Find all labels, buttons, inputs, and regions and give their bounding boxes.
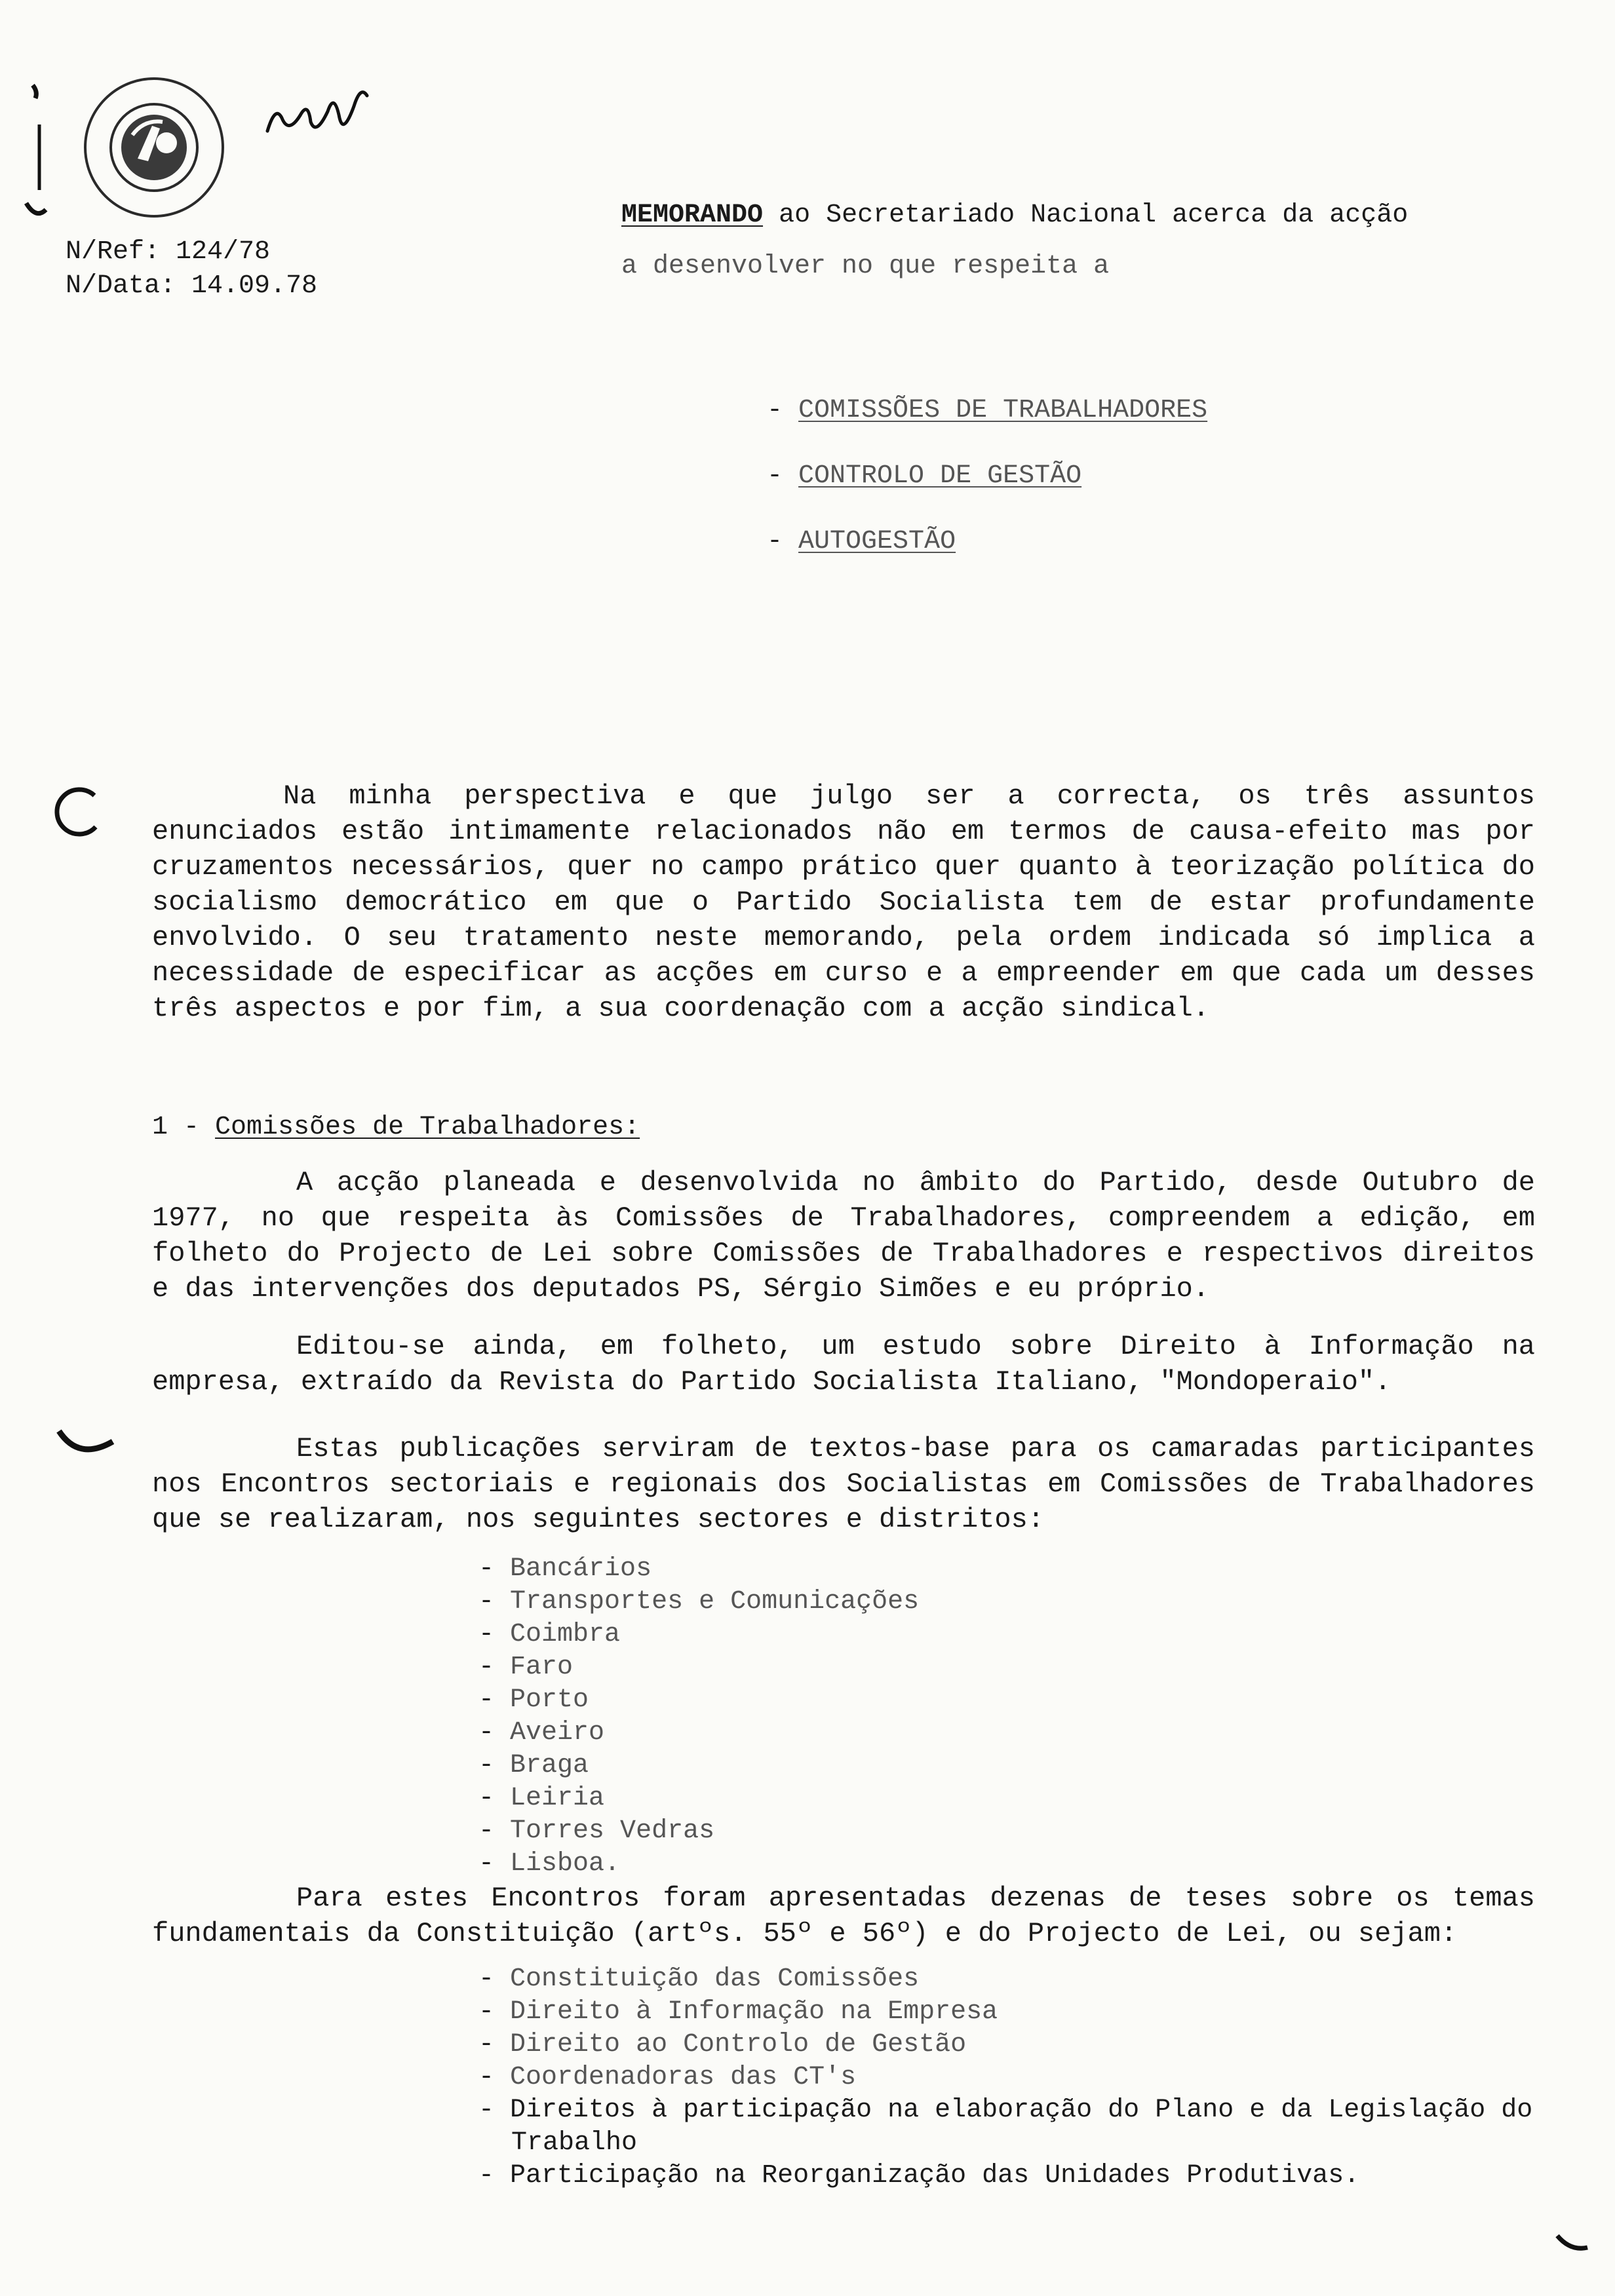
list-bullet: - <box>478 2095 495 2125</box>
list-item-text: Leiria <box>510 1784 605 1813</box>
corner-mark <box>1553 2228 1593 2261</box>
list-item <box>478 2029 1553 2061</box>
intro-paragraph: Na minha perspectiva e que julgo ser a correcta, os três assuntos enunciados estão intimamente relacionados não em termos de causa-efeito mas por cruzamentos necessários, quer no campo prático quer quanto à teorização política do socialismo democrático em que o Partido Socialista tem de estar profundamente envolvido. O seu tratamento neste memorando, pela ordem indicada só implica a necessidade de especificar as acções em curso e a empreender em que cada um desses três aspectos e por fim, a sua coordenação com a acção sindical. <box>152 780 1535 1024</box>
list-item-text: Coimbra <box>510 1620 621 1649</box>
list-item <box>478 1782 919 1815</box>
topic-label: COMISSÕES DE TRABALHADORES <box>798 396 1208 425</box>
list-bullet: - <box>478 1554 495 1584</box>
list-item-text: Porto <box>510 1685 589 1715</box>
list-bullet: - <box>478 1653 495 1682</box>
section-heading <box>152 1111 640 1144</box>
section1-paragraph-1: A acção planeada e desenvolvida no âmbito do Partido, desde Outubro de 1977, no que respeita às Comissões de Trabalhadores, compreendem a edição, em folheto do Projecto de Lei sobre Comissões de Trabalhadores e respectivos direitos e das intervenções dos deputados PS, Sérgio Simões e eu próprio. <box>152 1167 1535 1305</box>
topic-bullet: - <box>767 527 783 556</box>
memo-title-word: MEMORANDO <box>621 201 764 230</box>
topic-label: AUTOGESTÃO <box>798 527 956 556</box>
memo-title-line1 <box>621 199 1408 232</box>
reference-number: N/Ref: 124/78 <box>66 237 271 267</box>
section1-paragraph-2: Editou-se ainda, em folheto, um estudo sobre Direito à Informação na empresa, extraído da Revista do Partido Socialista Italiano, "Mondoperaio". <box>152 1331 1535 1398</box>
list-item <box>478 1848 919 1881</box>
list-item <box>478 2061 1553 2094</box>
list-item-text: Torres Vedras <box>510 1816 715 1846</box>
punch-hole-mark <box>49 784 107 843</box>
list-item <box>478 1815 919 1848</box>
list-item-text: Constituição das Comissões <box>510 1964 920 1994</box>
list-bullet: - <box>478 1997 495 2027</box>
list-bullet: - <box>478 1751 495 1780</box>
punch-hole-mark <box>52 1422 118 1468</box>
section1-paragraph-4: Para estes Encontros foram apresentadas dezenas de teses sobre os temas fundamentais da Constituição (artºs. 55º e 56º) e do Projecto de Lei, ou sejam: <box>152 1883 1535 1949</box>
list-bullet: - <box>478 1964 495 1994</box>
list-bullet: - <box>478 1587 495 1617</box>
list-item <box>478 1651 919 1684</box>
list-item-text: Faro <box>510 1653 574 1682</box>
list-item-text: Participação na Reorganização das Unidades Produtivas. <box>510 2161 1360 2191</box>
section-title: Comissões de Trabalhadores: <box>215 1113 640 1142</box>
list-bullet: - <box>478 1849 495 1879</box>
section-number: 1 - <box>152 1113 200 1142</box>
list-item-text: Direito ao Controlo de Gestão <box>510 2030 967 2059</box>
list-item <box>478 2094 1553 2160</box>
list-bullet: - <box>478 1816 495 1846</box>
list-item <box>478 1717 919 1750</box>
party-seal <box>84 77 224 218</box>
list-item <box>478 1618 919 1651</box>
signature <box>262 72 374 144</box>
list-item-text: Aveiro <box>510 1718 605 1748</box>
topic-label: CONTROLO DE GESTÃO <box>798 461 1082 491</box>
list-item-text: Lisboa. <box>510 1849 621 1879</box>
list-bullet: - <box>478 1685 495 1715</box>
list-item-text: Braga <box>510 1751 589 1780</box>
topic-item <box>767 394 1207 427</box>
topic-bullet: - <box>767 396 783 425</box>
list-item-text: Transportes e Comunicações <box>510 1587 920 1617</box>
list-item-text: Direito à Informação na Empresa <box>510 1997 998 2027</box>
list-bullet: - <box>478 2161 495 2191</box>
list-bullet: - <box>478 2030 495 2059</box>
locations-list <box>478 1553 919 1881</box>
list-item <box>478 1963 1553 1996</box>
topic-bullet: - <box>767 461 783 491</box>
document-date: N/Data: 14.09.78 <box>66 271 318 301</box>
topic-item <box>767 460 1081 493</box>
themes-list <box>478 1963 1553 2192</box>
list-item <box>478 1996 1553 2029</box>
list-item <box>478 1750 919 1782</box>
list-item <box>478 2160 1553 2192</box>
list-item <box>478 1553 919 1586</box>
list-bullet: - <box>478 1718 495 1748</box>
list-bullet: - <box>478 2063 495 2092</box>
list-item-text: Coordenadoras das CT's <box>510 2063 857 2092</box>
party-seal-graphic <box>87 80 222 215</box>
list-item-text: Bancários <box>510 1554 652 1584</box>
list-item-text: Direitos à participação na elaboração do Plano e da Legislação do Trabalho <box>510 2095 1533 2158</box>
list-bullet: - <box>478 1620 495 1649</box>
memo-title-line2: a desenvolver no que respeita a <box>621 252 1110 281</box>
list-bullet: - <box>478 1784 495 1813</box>
section1-paragraph-3: Estas publicações serviram de textos-base para os camaradas participantes nos Encontros sectoriais e regionais dos Socialistas em Comissões de Trabalhadores que se realizaram, nos seguintes sectores e distritos: <box>152 1433 1535 1535</box>
topic-item <box>767 526 956 558</box>
list-item <box>478 1586 919 1618</box>
list-item <box>478 1684 919 1717</box>
handwritten-mark <box>13 79 59 229</box>
memo-title-rest: ao Secretariado Nacional acerca da acção <box>779 201 1409 230</box>
